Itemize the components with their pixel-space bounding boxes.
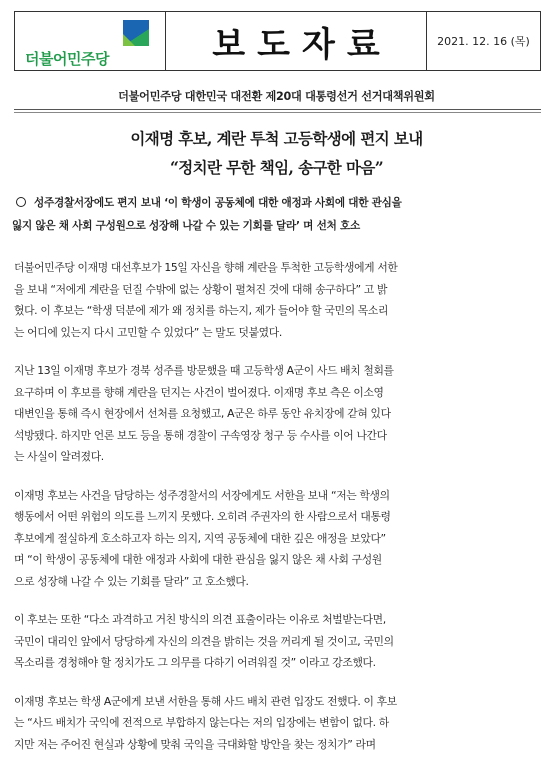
paragraph-line: 는 “사드 배치가 국익에 전적으로 부합하지 않는다는 저의 입장에는 변함이 없다. 하 — [14, 716, 389, 729]
headline-main: 이재명 후보, 계란 투척 고등학생에 편지 보내 — [130, 129, 423, 148]
party-logo-mark-icon — [123, 20, 149, 46]
summary-line-1: 성주경찰서장에도 편지 보내 ‘이 학생이 공동체에 대한 애정과 사회에 대한 관심을 — [34, 197, 402, 209]
paragraph-line: 을 보내 “저에게 계란을 던질 수밖에 없는 상황이 펼쳐진 것에 대해 송구하다” 고 밝 — [14, 282, 388, 296]
paragraph-gap — [14, 674, 542, 691]
release-date: 2021. 12. 16 (목) — [437, 35, 530, 48]
headline-sub: “정치란 무한 책임, 송구한 마음” — [169, 158, 384, 177]
divider-line — [14, 109, 541, 110]
document-title: 보도자료 — [212, 24, 392, 65]
paragraph-gap — [14, 343, 542, 360]
paragraph — [14, 485, 542, 593]
header-box — [14, 11, 541, 71]
paragraph-line: 는 어디에 있는지 다시 고민할 수 있었다” 는 말도 덧붙였다. — [14, 325, 282, 339]
paragraph — [14, 257, 542, 343]
paragraph-line: 석방됐다. 하지만 언론 보도 등을 통해 경찰이 구속영장 청구 등 수사를 이어 나간다 — [14, 428, 387, 442]
paragraph-line: 이재명 후보는 사건을 담당하는 성주경찰서의 서장에게도 서한을 보내 “저는 학생의 — [14, 488, 390, 502]
paragraph-gap — [14, 592, 542, 609]
organization-line: 더불어민주당 대한민국 대전환 제20대 대통령선거 선거대책위원회 — [118, 90, 435, 103]
summary-line-2: 잃지 않은 채 사회 구성원으로 성장해 나갈 수 있는 기회를 달라’ 며 선처 호소 — [12, 220, 360, 232]
paragraph-line: 국민이 대리인 앞에서 당당하게 자신의 의견을 밝히는 것을 꺼리게 될 것이고, 국민의 — [14, 634, 394, 648]
paragraph-line: 요구하며 이 후보를 향해 계란을 던지는 사건이 벌어졌다. 이재명 후보 측은 이소영 — [14, 385, 384, 399]
article-body — [14, 257, 542, 755]
paragraph-line: 는 사실이 알려졌다. — [14, 450, 104, 463]
circle-bullet-icon — [16, 197, 26, 207]
paragraph-line: 목소리를 경청해야 할 정치가도 그 의무를 다하기 어려워질 것” 이라고 강조했다. — [14, 656, 376, 669]
party-logo — [15, 12, 166, 70]
paragraph-gap — [14, 468, 542, 485]
paragraph-line: 지만 저는 주어진 현실과 상황에 맞춰 국익을 극대화할 방안을 찾는 정치가” 라며 — [14, 737, 376, 751]
paragraph-line: 이 후보는 또한 “다소 과격하고 거친 방식의 의견 표출이라는 이유로 처벌받는다면, — [14, 613, 386, 626]
paragraph-line: 대변인을 통해 즉시 현장에서 선처를 요청했고, A군은 하루 동안 유치장에 갇혀 있다 — [14, 407, 391, 420]
paragraph — [14, 691, 542, 756]
party-name-text: 더불어민주당 — [25, 50, 109, 68]
paragraph-line: 더불어민주당 이재명 대선후보가 15일 자신을 향해 계란을 투척한 고등학생에게 서한 — [14, 261, 398, 274]
paragraph-line: 후보에게 절실하게 호소하고자 하는 의지, 지역 공동체에 대한 깊은 애정을 보았다” — [14, 531, 386, 545]
divider-line-thin — [14, 112, 541, 113]
paragraph-line: 이재명 후보는 학생 A군에게 보낸 서한을 통해 사드 배치 관련 입장도 전했다. 이 후보 — [14, 694, 397, 708]
paragraph-line: 지난 13일 이재명 후보가 경북 성주를 방문했을 때 고등학생 A군이 사드 배치 철회를 — [14, 364, 394, 377]
summary-block — [12, 192, 540, 238]
paragraph — [14, 360, 542, 468]
paragraph-line: 며 “이 학생이 공동체에 대한 애정과 사회에 대한 관심을 잃지 않은 채 사회 구성원 — [14, 553, 382, 566]
summary-line — [12, 192, 540, 215]
paragraph-line: 혔다. 이 후보는 “학생 덕분에 제가 왜 정치를 하는지, 제가 들어야 할 국민의 목소리 — [14, 304, 389, 317]
title-cell — [166, 12, 427, 70]
paragraph-line: 으로 성장해 나갈 수 있는 기회를 달라” 고 호소했다. — [14, 574, 249, 588]
paragraph-line: 행동에서 어떤 위험의 의도를 느끼지 못했다. 오히려 주권자의 한 사람으로서 대통령 — [14, 510, 391, 523]
paragraph — [14, 609, 542, 674]
